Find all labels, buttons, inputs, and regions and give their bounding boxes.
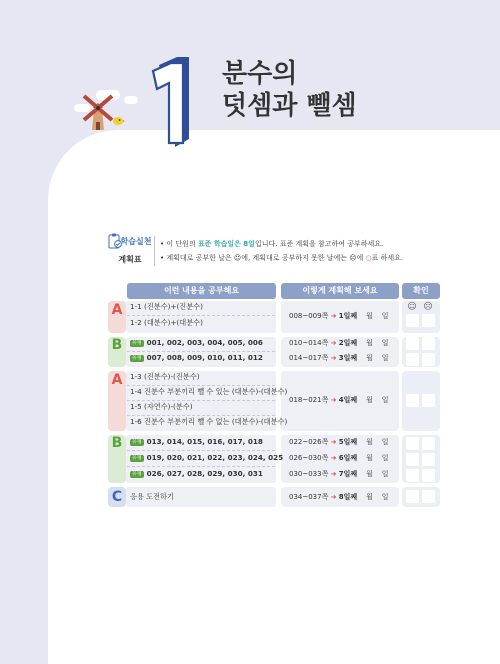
level-badge: A (108, 371, 126, 431)
type-badge: 유형 (132, 355, 142, 361)
check-box[interactable] (422, 394, 435, 407)
check-box[interactable] (422, 353, 435, 366)
check-box[interactable] (406, 394, 419, 407)
page-title (222, 58, 357, 122)
content-line: 1-5 (자연수)-(분수) (130, 402, 193, 411)
divider (127, 415, 275, 416)
check-box[interactable] (422, 490, 435, 503)
content-line: 유형 013, 014, 015, 016, 017, 018 (132, 437, 263, 446)
column-header-content: 이런 내용을 공부해요 (127, 283, 276, 299)
check-box[interactable] (406, 437, 419, 450)
sad-face-icon: ☹ (349, 254, 357, 262)
chapter-number-graphic (143, 55, 201, 151)
arrow-icon: ➜ (330, 454, 337, 462)
plan-entry: 022~026쪽 ➜ 5일째 월 일 (289, 438, 389, 446)
check-box[interactable] (422, 469, 435, 482)
type-badge: 유형 (132, 471, 142, 477)
arrow-icon: ➜ (330, 312, 337, 320)
plan-notes (160, 237, 403, 265)
circle-icon: ○ (365, 254, 372, 262)
arrow-icon: ➜ (330, 438, 337, 446)
check-box[interactable] (406, 469, 419, 482)
content-line: 1-6 진분수 부분끼리 뺄 수 없는 (대분수)-(대분수) (130, 417, 288, 426)
content-line: 1-3 (진분수)-(진분수) (130, 372, 200, 381)
check-box[interactable] (422, 337, 435, 350)
check-box[interactable] (422, 314, 435, 327)
plan-entry: 026~030쪽 ➜ 6일째 월 일 (289, 454, 389, 462)
content-line: 응용 도전하기 (130, 492, 174, 501)
plan-entry: 030~033쪽 ➜ 7일째 월 일 (289, 470, 389, 478)
check-box[interactable] (406, 337, 419, 350)
arrow-icon: ➜ (330, 354, 337, 362)
level-badge: A (108, 301, 126, 333)
plan-label-line-1: 학습실천 (120, 237, 152, 246)
note-line-1: • 이 단원의 표준 학습일은 8일입니다. 표준 계획을 참고하여 공부하세요. (160, 240, 384, 248)
sad-face-icon: ☹ (423, 302, 433, 312)
bird-icon (111, 114, 125, 126)
divider (154, 236, 155, 266)
arrow-icon: ➜ (330, 396, 337, 404)
divider (127, 400, 275, 401)
type-badge: 유형 (132, 439, 142, 445)
content-line: 1-1 (진분수)+(진분수) (130, 302, 203, 311)
arrow-icon: ➜ (330, 493, 337, 501)
arrow-icon: ➜ (330, 470, 337, 478)
level-badge: C (108, 487, 126, 507)
column-header-plan: 이렇게 계획해 보세요 (281, 283, 399, 299)
content-line: 1-4 진분수 부분끼리 뺄 수 있는 (대분수)-(대분수) (130, 387, 288, 396)
windmill-icon (80, 92, 116, 132)
column-header-check: 확인 (402, 283, 440, 299)
plan-entry: 014~017쪽 ➜ 3일째 월 일 (289, 354, 389, 362)
check-box[interactable] (406, 353, 419, 366)
title-line-1: 분수의 (222, 59, 298, 89)
plan-entry: 008~009쪽 ➜ 1일째 월 일 (289, 312, 389, 320)
smile-face-icon: ☺ (233, 254, 242, 262)
content-line: 유형 019, 020, 021, 022, 023, 024, 025 (132, 453, 284, 462)
divider (127, 450, 275, 451)
check-box[interactable] (422, 453, 435, 466)
arrow-icon: ➜ (330, 339, 337, 347)
check-box[interactable] (406, 453, 419, 466)
type-badge: 유형 (132, 455, 142, 461)
content-line: 유형 026, 027, 028, 029, 030, 031 (132, 469, 263, 478)
plan-label (108, 236, 152, 268)
plan-entry: 010~014쪽 ➜ 2일째 월 일 (289, 339, 389, 347)
type-badge: 유형 (132, 340, 142, 346)
content-line: 유형 007, 008, 009, 010, 011, 012 (132, 353, 263, 362)
divider (127, 385, 275, 386)
level-badge: B (108, 435, 126, 483)
note-line-2: • 계획대로 공부한 날은 ☺에, 계획대로 공부하지 못한 날에는 ☹에 ○표 하세요. (160, 254, 404, 262)
cloud (124, 96, 138, 104)
level-badge: B (108, 337, 126, 367)
divider (127, 315, 275, 316)
divider (127, 466, 275, 467)
content-line: 1-2 (대분수)+(대분수) (130, 318, 203, 327)
plan-entry: 018~021쪽 ➜ 4일째 월 일 (289, 396, 389, 404)
smile-face-icon: ☺ (407, 302, 417, 312)
plan-label-line-2: 계획표 (118, 255, 142, 264)
check-box[interactable] (422, 437, 435, 450)
chapter-number: 1 (172, 115, 173, 116)
content-line: 유형 001, 002, 003, 004, 005, 006 (132, 338, 263, 347)
divider (127, 351, 275, 352)
plan-entry: 034~037쪽 ➜ 8일째 월 일 (289, 493, 389, 501)
check-box[interactable] (406, 314, 419, 327)
check-box[interactable] (406, 490, 419, 503)
title-line-2: 덧셈과 뺄셈 (222, 91, 357, 121)
